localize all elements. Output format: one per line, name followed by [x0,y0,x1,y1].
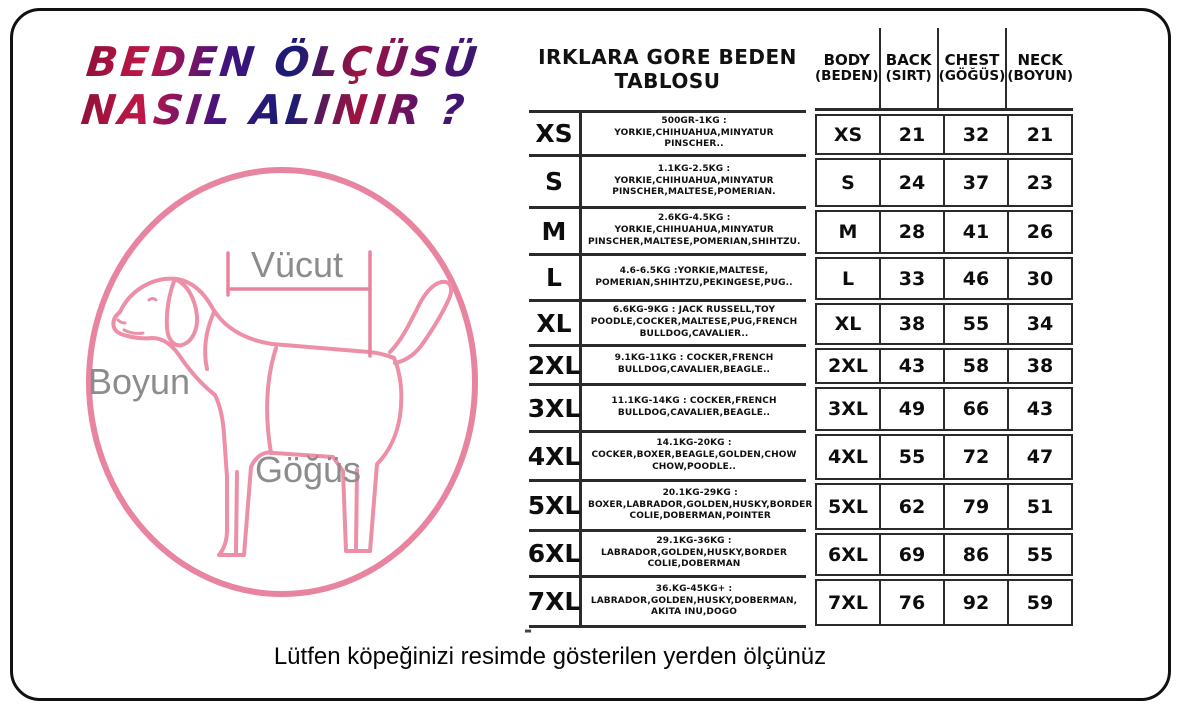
back-cell: 28 [879,212,943,252]
size-cell: XS [833,123,863,146]
size-cell: 2XL [828,355,868,377]
table-row [815,579,1073,626]
breed-description: 20.1KG-29KG : BOXER,LABRADOR,GOLDEN,HUSKY,BORDER COLIE,DOBERMAN,POINTER [588,487,813,522]
table-row [815,348,1073,384]
diagram-label-chest: Göğüs [254,449,362,490]
table-row [815,483,1073,530]
breed-description: 36.KG-45KG+ : LABRADOR,GOLDEN,HUSKY,DOBERMAN, AKITA INU,DOGO [590,583,798,618]
breed-table-title: IRKLARA GORE BEDEN TABLOSU [538,45,797,93]
breed-description: 4.6-6.5KG :YORKIE,MALTESE, POMERIAN,SHIHTZU,PEKINGESE,PUG.. [595,265,793,288]
neck-cell: 51 [1007,485,1071,528]
header-label: BACK [885,50,932,69]
stray-dash-mark: - [523,618,533,642]
dog-diagram-svg [80,162,485,602]
neck-cell: 34 [1007,305,1071,343]
header-sublabel: (BOYUN) [1007,67,1073,84]
breed-description: 6.6KG-9KG : JACK RUSSELL,TOY POODLE,COCKER,MALTESE,PUG,FRENCH BULLDOG,CAVALIER.. [590,305,798,339]
size-label: 7XL [529,578,582,625]
dog-outline-icon [113,279,451,555]
table-row [815,114,1073,155]
size-cell: 6XL [828,543,868,566]
header-sublabel: (SIRT) [885,67,932,84]
table-row [815,158,1073,207]
breed-description: 1.1KG-2.5KG : YORKIE,CHIHUAHUA,MINYATUR PINSCHER,MALTESE,POMERIAN. [612,163,776,198]
size-label: L [529,256,582,299]
back-cell: 33 [879,259,943,298]
size-cell: 4XL [828,446,868,468]
back-cell: 49 [879,389,943,429]
neck-cell: 38 [1007,350,1071,382]
table-row [529,157,806,209]
measurement-instruction-note: Lütfen köpeğinizi resimde gösterilen yerden ölçünüz [273,643,827,670]
table-row [527,482,813,532]
page-title-line2: NASIL ALINIR ? [79,86,514,134]
size-label: 5XL [529,482,582,529]
breed-description: 9.1KG-11KG : COCKER,FRENCH BULLDOG,CAVALIER,BEAGLE.. [614,353,774,375]
table-row [529,532,806,578]
size-label: S [529,157,582,206]
table-row [529,386,806,433]
measurement-table-header [815,28,1073,111]
size-label: 3XL [529,386,582,430]
table-row [815,387,1073,431]
breed-table-rows [527,110,813,628]
breed-description: 2.6KG-4.5KG : YORKIE,CHIHUAHUA,MINYATUR PINSCHER,MALTESE,POMERIAN,SHIHTZU. [588,213,801,247]
header-cell-back [879,28,937,108]
size-label: 2XL [529,347,582,383]
table-row [529,433,806,482]
chest-cell: 86 [943,535,1007,574]
chest-cell: 37 [943,160,1007,205]
header-cell-chest [937,28,1006,108]
back-cell: 62 [879,485,943,528]
back-cell: 76 [879,581,943,624]
breed-description: 14.1KG-20KG : COCKER,BOXER,BEAGLE,GOLDEN,CHOW CHOW,POODLE.. [591,438,797,472]
neck-cell: 30 [1007,259,1071,298]
header-sublabel: (GÖĞÜS) [938,67,1006,84]
back-cell: 38 [879,305,943,343]
chest-cell: 41 [943,212,1007,252]
size-cell: 5XL [828,495,868,518]
neck-cell: 43 [1007,389,1071,429]
size-label: M [529,209,582,253]
table-row [529,578,806,628]
table-row [529,256,806,302]
size-cell: 7XL [828,591,868,614]
diagram-label-body: Vücut [250,244,344,285]
table-row [815,434,1073,480]
chest-cell: 66 [943,389,1007,429]
header-label: NECK [1017,50,1063,69]
back-cell: 24 [879,160,943,205]
size-label: XL [529,302,582,344]
header-label: CHEST [944,50,1000,69]
header-sublabel: (BEDEN) [815,67,879,84]
chest-cell: 55 [943,305,1007,343]
size-cell: L [841,267,855,290]
table-row [529,113,806,157]
page-title [79,38,519,135]
chest-cell: 46 [943,259,1007,298]
diagram-label-neck: Boyun [87,361,191,402]
neck-cell: 55 [1007,535,1071,574]
size-label: 4XL [529,433,582,479]
back-cell: 55 [879,436,943,478]
page-title-line1: BEDEN ÖLÇÜSÜ [84,38,519,86]
back-cell: 69 [879,535,943,574]
neck-cell: 23 [1007,160,1071,205]
neck-cell: 59 [1007,581,1071,624]
table-row [815,257,1073,300]
size-cell: S [841,171,855,194]
size-cell: M [838,221,858,243]
size-label: XS [529,113,582,154]
measurement-table [815,28,1073,626]
chest-cell: 72 [943,436,1007,478]
chest-cell: 32 [943,116,1007,153]
table-row [815,303,1073,345]
table-row [815,210,1073,254]
size-label: 6XL [529,532,582,575]
back-cell: 21 [879,116,943,153]
table-row [529,209,806,256]
breed-description: 500GR-1KG : YORKIE,CHIHUAHUA,MINYATUR PINSCHER.. [614,115,774,150]
table-row [815,533,1073,576]
neck-cell: 26 [1007,212,1071,252]
neck-cell: 47 [1007,436,1071,478]
chest-cell: 58 [943,350,1007,382]
chest-cell: 92 [943,581,1007,624]
table-row [529,302,806,347]
size-cell: 3XL [828,398,868,420]
chest-cell: 79 [943,485,1007,528]
breed-description: 29.1KG-36KG : LABRADOR,GOLDEN,HUSKY,BORDER COLIE,DOBERMAN [601,535,787,570]
header-cell-neck [1005,28,1073,108]
breed-size-table [527,28,813,628]
header-cell-body [815,28,879,108]
size-cell: XL [834,313,862,335]
back-cell: 43 [879,350,943,382]
dog-measurement-diagram [80,162,485,602]
header-label: BODY [823,50,870,69]
breed-description: 11.1KG-14KG : COCKER,FRENCH BULLDOG,CAVALIER,BEAGLE.. [611,396,777,418]
neck-cell: 21 [1007,116,1071,153]
table-row [529,347,806,386]
